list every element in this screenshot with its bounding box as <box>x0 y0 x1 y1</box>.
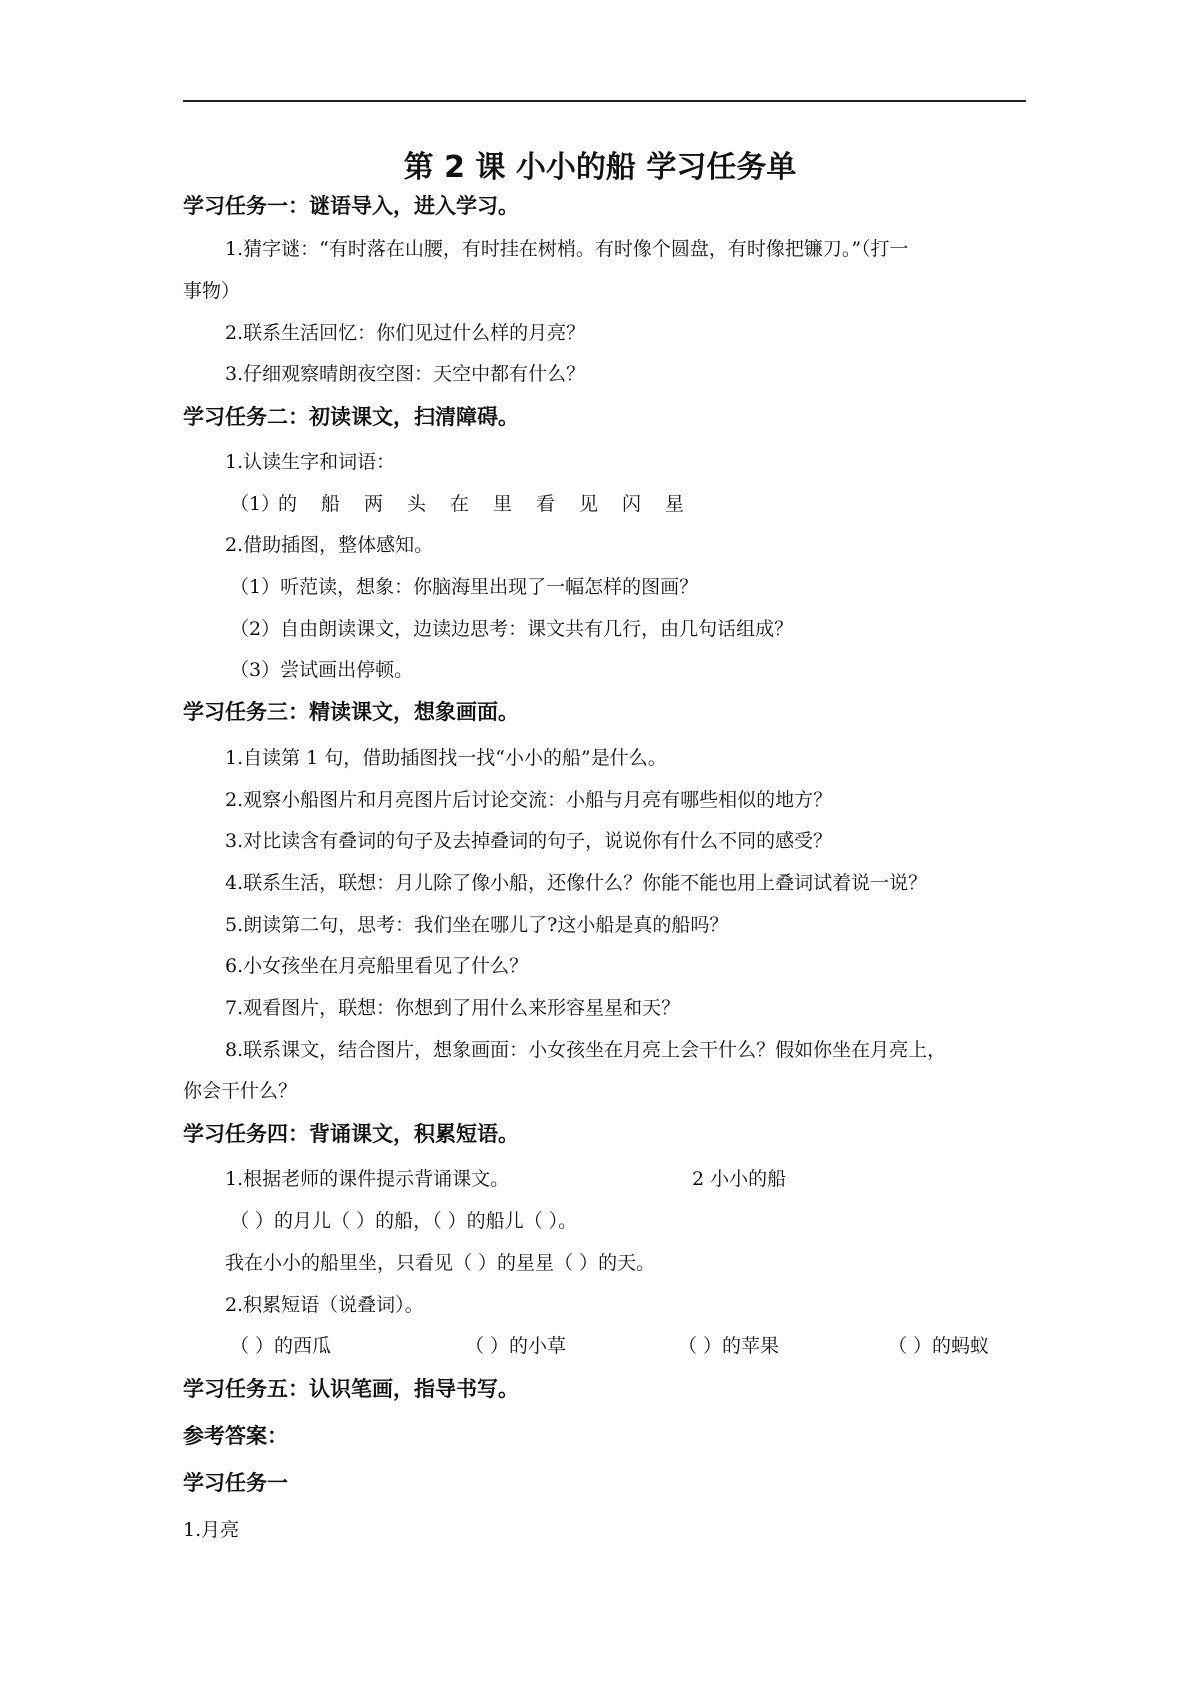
task3-item: 2.观察小船图片和月亮图片后讨论交流：小船与月亮有哪些相似的地方？ <box>225 789 833 811</box>
char-item: 船 <box>321 493 341 515</box>
task1-item1-line1: 1.猜字谜：“有时落在山腰，有时挂在树梢。有时像个圆盘，有时像把镰刀。”（打一 <box>225 238 909 260</box>
task1-item3: 3.仔细观察晴朗夜空图：天空中都有什么？ <box>225 363 586 385</box>
task3-heading: 学习任务三：精读课文，想象画面。 <box>183 700 519 724</box>
char-item: 闪 <box>622 493 642 515</box>
task2-item2: 2.借助插图，整体感知。 <box>225 534 434 556</box>
phrase-item: （ ）的蚂蚁 <box>888 1335 990 1357</box>
task3-item: 6.小女孩坐在月亮船里看见了什么？ <box>225 955 529 977</box>
task1-item1-line2: 事物） <box>183 280 241 302</box>
header-rule <box>183 100 1026 102</box>
task2-sub1: （1）听范读，想象：你脑海里出现了一幅怎样的图画？ <box>230 576 699 598</box>
task3-item: 1.自读第 1 句，借助插图找一找“小小的船”是什么。 <box>225 747 667 769</box>
task4-fill-line1: （ ）的月儿（ ）的船，（ ）的船儿（ ）。 <box>230 1210 578 1232</box>
task4-item2: 2.积累短语（说叠词）。 <box>225 1294 424 1316</box>
phrase-item: （ ）的苹果 <box>678 1335 780 1357</box>
task5-heading: 学习任务五：认识笔画，指导书写。 <box>183 1377 519 1401</box>
page-title: 第 2 课 小小的船 学习任务单 <box>403 150 797 185</box>
task1-heading: 学习任务一：谜语导入，进入学习。 <box>183 194 519 218</box>
char-item: 见 <box>579 493 599 515</box>
task4-heading: 学习任务四：背诵课文，积累短语。 <box>183 1122 519 1146</box>
char-list-prefix: （1） <box>230 493 281 515</box>
char-item: 两 <box>364 493 384 515</box>
task2-item1: 1.认读生字和词语： <box>225 451 396 473</box>
char-item: 的 <box>278 493 298 515</box>
task2-sub2: （2）自由朗读课文，边读边思考：课文共有几行，由几句话组成？ <box>230 618 794 640</box>
task2-sub3: （3）尝试画出停顿。 <box>230 659 414 681</box>
answers-heading: 参考答案： <box>183 1424 288 1448</box>
char-item: 里 <box>493 493 513 515</box>
char-item: 头 <box>407 493 427 515</box>
answers-task1-heading: 学习任务一 <box>183 1471 288 1495</box>
phrase-item: （ ）的小草 <box>465 1335 567 1357</box>
char-item: 星 <box>665 493 685 515</box>
answer-item: 1.月亮 <box>183 1519 240 1541</box>
char-item: 在 <box>450 493 470 515</box>
task3-item: 7.观看图片，联想：你想到了用什么来形容星星和天？ <box>225 997 681 1019</box>
poem-title: 2 小小的船 <box>692 1168 787 1190</box>
task2-char-list <box>230 491 708 517</box>
task3-item8-line2: 你会干什么？ <box>183 1080 298 1102</box>
task3-item: 4.联系生活，联想：月儿除了像小船，还像什么？你能不能也用上叠词试着说一说？ <box>225 872 928 894</box>
task4-fill-line2: 我在小小的船里坐，只看见（ ）的星星（ ）的天。 <box>225 1252 656 1274</box>
task4-item1: 1.根据老师的课件提示背诵课文。 <box>225 1168 510 1190</box>
task1-item2: 2.联系生活回忆：你们见过什么样的月亮？ <box>225 322 586 344</box>
task2-heading: 学习任务二：初读课文，扫清障碍。 <box>183 405 519 429</box>
task3-item: 3.对比读含有叠词的句子及去掉叠词的句子，说说你有什么不同的感受？ <box>225 830 833 852</box>
phrase-item: （ ）的西瓜 <box>230 1335 332 1357</box>
task3-item: 5.朗读第二句，思考：我们坐在哪儿了?这小船是真的船吗？ <box>225 914 729 936</box>
char-item: 看 <box>536 493 556 515</box>
task3-item8-line1: 8.联系课文，结合图片，想象画面：小女孩坐在月亮上会干什么？假如你坐在月亮上， <box>225 1039 947 1061</box>
